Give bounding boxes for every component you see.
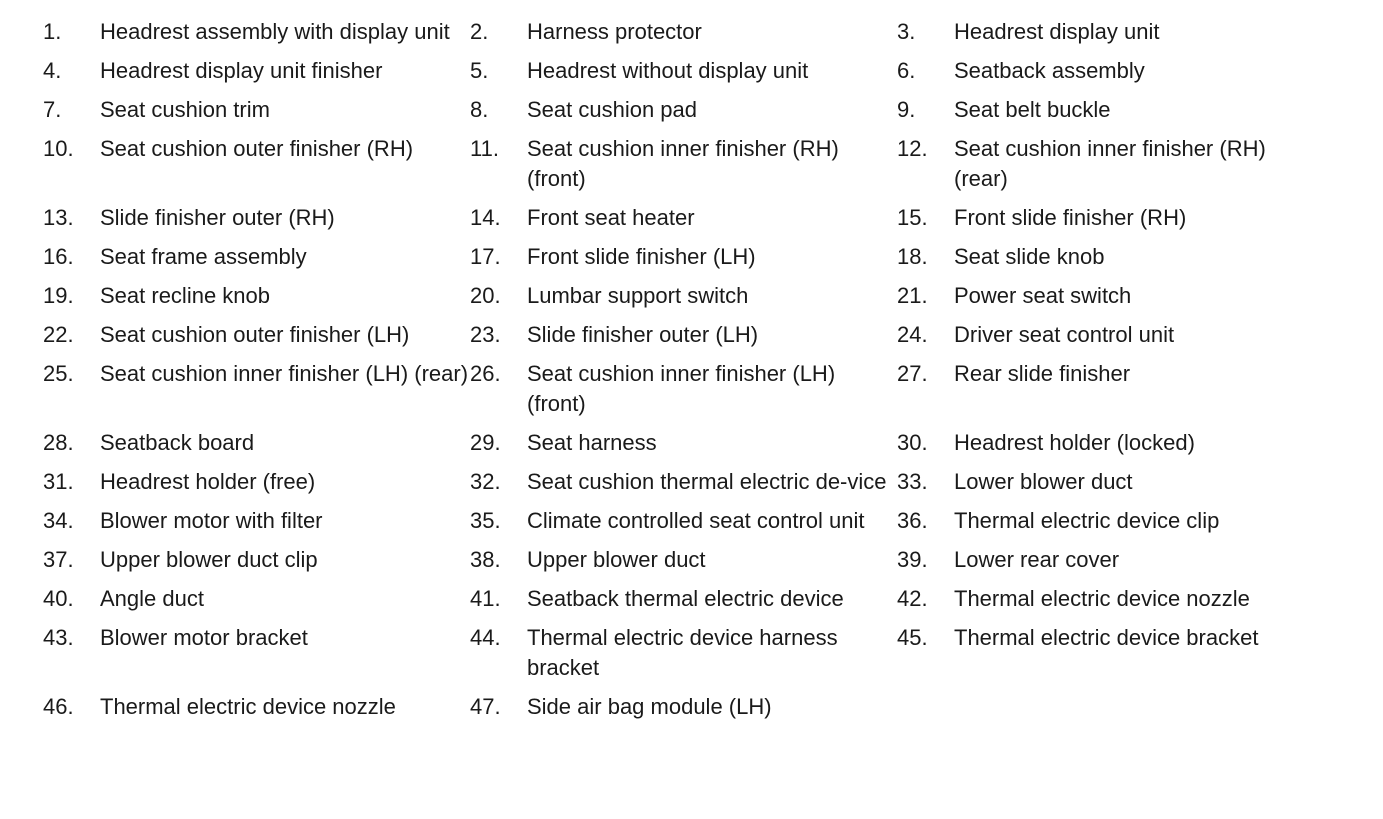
legend-row — [0, 506, 1383, 536]
legend-item-number: 43. — [43, 625, 74, 650]
legend-item-number: 11. — [470, 136, 499, 161]
legend-item — [897, 281, 1383, 311]
legend-row — [0, 467, 1383, 497]
legend-item — [0, 95, 470, 125]
legend-item-label: Lower rear cover — [954, 547, 1120, 572]
legend-item — [897, 17, 1383, 47]
legend-item-number: 44. — [470, 625, 501, 650]
legend-item-label: Upper blower duct clip — [100, 547, 318, 572]
legend-item — [897, 359, 1383, 419]
legend-item-label: Blower motor bracket — [100, 625, 308, 650]
legend-item — [0, 506, 470, 536]
legend-item-label: Headrest assembly with display unit — [100, 19, 450, 44]
legend-item-number: 31. — [43, 469, 74, 494]
legend-row — [0, 95, 1383, 125]
legend-item-label: Thermal electric device clip — [954, 508, 1220, 533]
legend-item-label: Front seat heater — [527, 205, 695, 230]
legend-item-number: 10. — [43, 136, 74, 161]
legend-item — [0, 281, 470, 311]
legend-item-number: 35. — [470, 508, 501, 533]
legend-item-label: Seat cushion pad — [527, 97, 698, 122]
legend-row — [0, 359, 1383, 419]
legend-item — [0, 17, 470, 47]
legend-item-number: 6. — [897, 58, 916, 83]
legend-item-number: 40. — [43, 586, 74, 611]
legend-item-label: Thermal electric device nozzle — [100, 694, 396, 719]
legend-item — [897, 584, 1383, 614]
legend-row — [0, 134, 1383, 194]
legend-item-number: 8. — [470, 97, 489, 122]
legend-item-number: 17. — [470, 244, 501, 269]
legend-item-label: Seat cushion inner finisher (RH) (front) — [527, 136, 839, 191]
legend-item-label: Thermal electric device harness bracket — [527, 625, 838, 680]
legend-item-number: 4. — [43, 58, 62, 83]
legend-item-label: Front slide finisher (RH) — [954, 205, 1187, 230]
legend-item — [0, 623, 470, 683]
legend-row — [0, 203, 1383, 233]
legend-item-number: 36. — [897, 508, 928, 533]
legend-item — [897, 134, 1383, 194]
legend-item-number: 1. — [43, 19, 62, 44]
legend-item-label: Seat belt buckle — [954, 97, 1111, 122]
legend-row — [0, 281, 1383, 311]
legend-item-number: 15. — [897, 205, 928, 230]
legend-item-number: 18. — [897, 244, 928, 269]
legend-row — [0, 692, 1383, 722]
legend-item — [470, 428, 897, 458]
legend-item — [470, 17, 897, 47]
legend-item-number: 3. — [897, 19, 916, 44]
legend-item-label: Seat slide knob — [954, 244, 1105, 269]
legend-item-label: Side air bag module (LH) — [527, 694, 772, 719]
legend-item-number: 2. — [470, 19, 489, 44]
legend-item-number: 25. — [43, 361, 74, 386]
legend-item-label: Headrest holder (locked) — [954, 430, 1195, 455]
legend-item — [470, 584, 897, 614]
legend-item-label: Seatback thermal electric device — [527, 586, 844, 611]
legend-item-number: 7. — [43, 97, 62, 122]
legend-item-label: Lower blower duct — [954, 469, 1133, 494]
legend-item-label: Seat cushion outer finisher (RH) — [100, 136, 414, 161]
legend-item — [0, 203, 470, 233]
legend-row — [0, 545, 1383, 575]
legend-item-number: 22. — [43, 322, 74, 347]
legend-item-label: Seatback board — [100, 430, 255, 455]
legend-item — [470, 359, 897, 419]
legend-item-number: 41. — [470, 586, 501, 611]
legend-item — [0, 359, 470, 419]
legend-item — [0, 692, 470, 722]
legend-item-label: Seat recline knob — [100, 283, 270, 308]
legend-item — [897, 467, 1383, 497]
legend-item — [0, 320, 470, 350]
legend-item-number: 20. — [470, 283, 501, 308]
legend-item-number: 46. — [43, 694, 74, 719]
legend-item — [470, 95, 897, 125]
legend-item-label: Seat cushion thermal electric de-vice — [527, 469, 887, 494]
legend-item-number: 9. — [897, 97, 916, 122]
legend-item-number: 42. — [897, 586, 928, 611]
legend-item-number: 33. — [897, 469, 928, 494]
legend-item — [470, 545, 897, 575]
legend-item-number: 29. — [470, 430, 501, 455]
legend-item — [0, 545, 470, 575]
legend-item — [0, 428, 470, 458]
legend-item-number: 32. — [470, 469, 501, 494]
legend-item — [0, 242, 470, 272]
legend-item-number: 16. — [43, 244, 74, 269]
legend-item — [470, 692, 897, 722]
legend-item — [897, 95, 1383, 125]
legend-item — [470, 623, 897, 683]
legend-item-number: 37. — [43, 547, 74, 572]
legend-item-label: Slide finisher outer (RH) — [100, 205, 335, 230]
legend-item-label: Headrest holder (free) — [100, 469, 316, 494]
legend-row — [0, 17, 1383, 47]
legend-item-number: 34. — [43, 508, 74, 533]
legend-item-label: Seat cushion inner finisher (RH) (rear) — [954, 136, 1266, 191]
legend-item-label: Headrest display unit — [954, 19, 1160, 44]
legend-item-number: 28. — [43, 430, 74, 455]
legend-item — [470, 467, 897, 497]
legend-item-label: Blower motor with filter — [100, 508, 323, 533]
legend-item-label: Lumbar support switch — [527, 283, 749, 308]
legend-item-label: Rear slide finisher — [954, 361, 1131, 386]
legend-item-number: 21. — [897, 283, 928, 308]
legend-item-number: 47. — [470, 694, 501, 719]
legend-item — [470, 242, 897, 272]
legend-item-label: Seat harness — [527, 430, 657, 455]
legend-item — [0, 584, 470, 614]
legend-item-label: Angle duct — [100, 586, 204, 611]
legend-item — [897, 428, 1383, 458]
legend-item — [0, 134, 470, 194]
legend-item-number: 30. — [897, 430, 928, 455]
legend-item-number: 26. — [470, 361, 501, 386]
legend-item-label: Upper blower duct — [527, 547, 706, 572]
legend-item — [470, 134, 897, 194]
legend-item-label: Seat cushion inner finisher (LH) (front) — [527, 361, 836, 416]
legend-item-label: Driver seat control unit — [954, 322, 1175, 347]
legend-row — [0, 320, 1383, 350]
legend-item-label: Harness protector — [527, 19, 702, 44]
legend-item-number: 23. — [470, 322, 501, 347]
legend-item — [470, 203, 897, 233]
legend-item-label: Seat cushion trim — [100, 97, 270, 122]
legend-item-number: 45. — [897, 625, 928, 650]
legend-item — [897, 320, 1383, 350]
legend-item — [470, 281, 897, 311]
legend-item-number: 38. — [470, 547, 501, 572]
legend-item-label: Seat cushion outer finisher (LH) — [100, 322, 410, 347]
legend-item — [897, 203, 1383, 233]
legend-item — [0, 467, 470, 497]
legend-item-label: Thermal electric device nozzle — [954, 586, 1250, 611]
parts-legend — [0, 17, 1383, 731]
legend-item-label: Front slide finisher (LH) — [527, 244, 756, 269]
legend-item — [470, 506, 897, 536]
legend-item-label: Slide finisher outer (LH) — [527, 322, 759, 347]
legend-item — [897, 506, 1383, 536]
legend-item — [897, 242, 1383, 272]
legend-row — [0, 428, 1383, 458]
legend-item — [897, 623, 1383, 683]
legend-item — [470, 320, 897, 350]
legend-row — [0, 623, 1383, 683]
legend-item-number: 39. — [897, 547, 928, 572]
legend-row — [0, 242, 1383, 272]
legend-item-label: Climate controlled seat control unit — [527, 508, 865, 533]
legend-item-number: 12. — [897, 136, 928, 161]
legend-item-label: Seatback assembly — [954, 58, 1145, 83]
legend-item-label: Headrest display unit finisher — [100, 58, 383, 83]
legend-item-label: Headrest without display unit — [527, 58, 809, 83]
legend-item-number: 14. — [470, 205, 501, 230]
legend-item-label: Seat cushion inner finisher (LH) (rear) — [100, 361, 469, 386]
legend-item — [897, 56, 1383, 86]
legend-item-label: Power seat switch — [954, 283, 1132, 308]
legend-item-label: Seat frame assembly — [100, 244, 307, 269]
legend-item — [897, 545, 1383, 575]
legend-item-number: 24. — [897, 322, 928, 347]
legend-item-number: 5. — [470, 58, 489, 83]
legend-row — [0, 584, 1383, 614]
legend-item-number: 13. — [43, 205, 74, 230]
legend-item-number: 27. — [897, 361, 928, 386]
legend-item-label: Thermal electric device bracket — [954, 625, 1259, 650]
legend-item — [0, 56, 470, 86]
legend-row — [0, 56, 1383, 86]
legend-item-number: 19. — [43, 283, 74, 308]
legend-item — [470, 56, 897, 86]
